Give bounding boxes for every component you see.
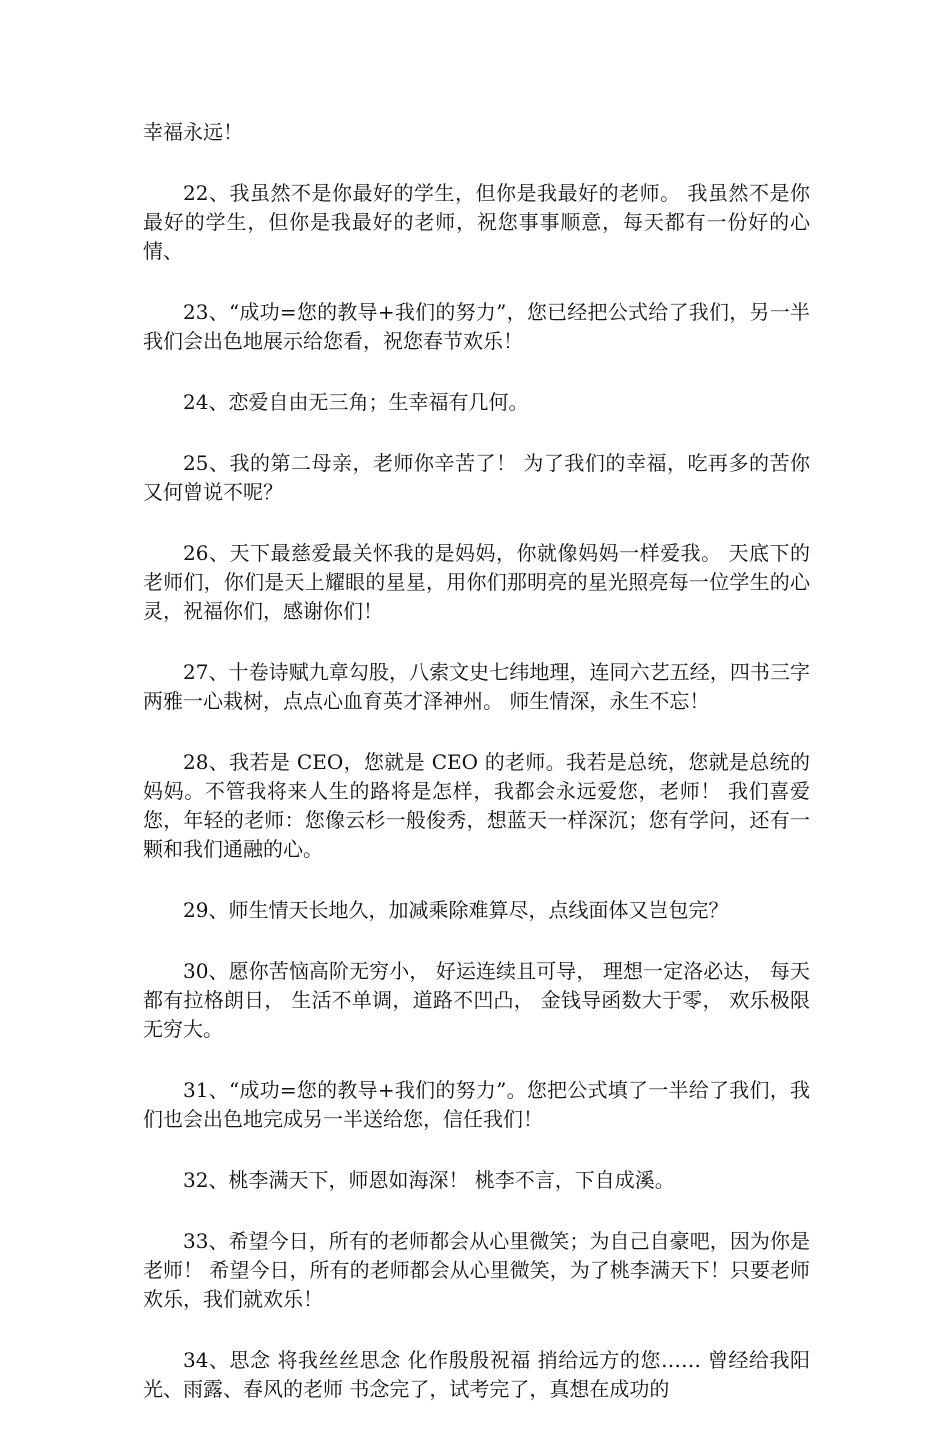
paragraph-23: 23、“成功=您的教导+我们的努力”，您已经把公式给了我们，另一半我们会出色地展示给您看，祝您春节欢乐！	[143, 300, 810, 353]
paragraph-25: 25、我的第二母亲，老师你辛苦了！ 为了我们的幸福，吃再多的苦你又何曾说不呢？	[143, 451, 810, 504]
document-body	[143, 118, 810, 1436]
paragraph-continuation: 幸福永远！	[143, 120, 243, 144]
paragraph-24: 24、恋爱自由无三角；生幸福有几何。	[183, 390, 529, 414]
paragraph-34: 34、思念 将我丝丝思念 化作殷殷祝福 捎给远方的您…… 曾经给我阳光、雨露、春风的老师 书念完了，试考完了，真想在成功的	[143, 1348, 810, 1401]
paragraph-22: 22、我虽然不是你最好的学生，但你是我最好的老师。 我虽然不是你最好的学生，但你是我最好的老师，祝您事事顺意，每天都有一份好的心情、	[143, 181, 810, 263]
paragraph-31: 31、“成功=您的教导+我们的努力”。您把公式填了一半给了我们，我们也会出色地完成另一半送给您，信任我们！	[143, 1078, 810, 1131]
paragraph-27: 27、十卷诗赋九章勾股，八索文史七纬地理，连同六艺五经，四书三字两雅一心栽树，点点心血育英才泽神州。 师生情深，永生不忘！	[143, 660, 810, 713]
paragraph-29: 29、师生情天长地久，加减乘除难算尽，点线面体又岂包完？	[183, 898, 729, 922]
paragraph-33: 33、希望今日，所有的老师都会从心里微笑；为自己自豪吧，因为你是老师！ 希望今日，所有的老师都会从心里微笑，为了桃李满天下！只要老师欢乐，我们就欢乐！	[143, 1229, 810, 1311]
paragraph-28: 28、我若是 CEO，您就是 CEO 的老师。我若是总统，您就是总统的妈妈。不管我将来人生的路将是怎样，我都会永远爱您，老师！ 我们喜爱您，年轻的老师：您像云杉一般俊秀，想蓝天一样深沉；您有学问，还有一颗和我们通融的心。	[143, 750, 810, 861]
paragraph-32: 32、桃李满天下，师恩如海深！ 桃李不言，下自成溪。	[183, 1168, 675, 1192]
paragraph-30: 30、愿你苦恼高阶无穷小， 好运连续且可导， 理想一定洛必达， 每天都有拉格朗日， 生活不单调，道路不凹凸， 金钱导函数大于零， 欢乐极限无穷大。	[143, 959, 810, 1041]
paragraph-26: 26、天下最慈爱最关怀我的是妈妈，你就像妈妈一样爱我。 天底下的老师们，你们是天上耀眼的星星，用你们那明亮的星光照亮每一位学生的心灵，祝福你们，感谢你们！	[143, 541, 810, 623]
